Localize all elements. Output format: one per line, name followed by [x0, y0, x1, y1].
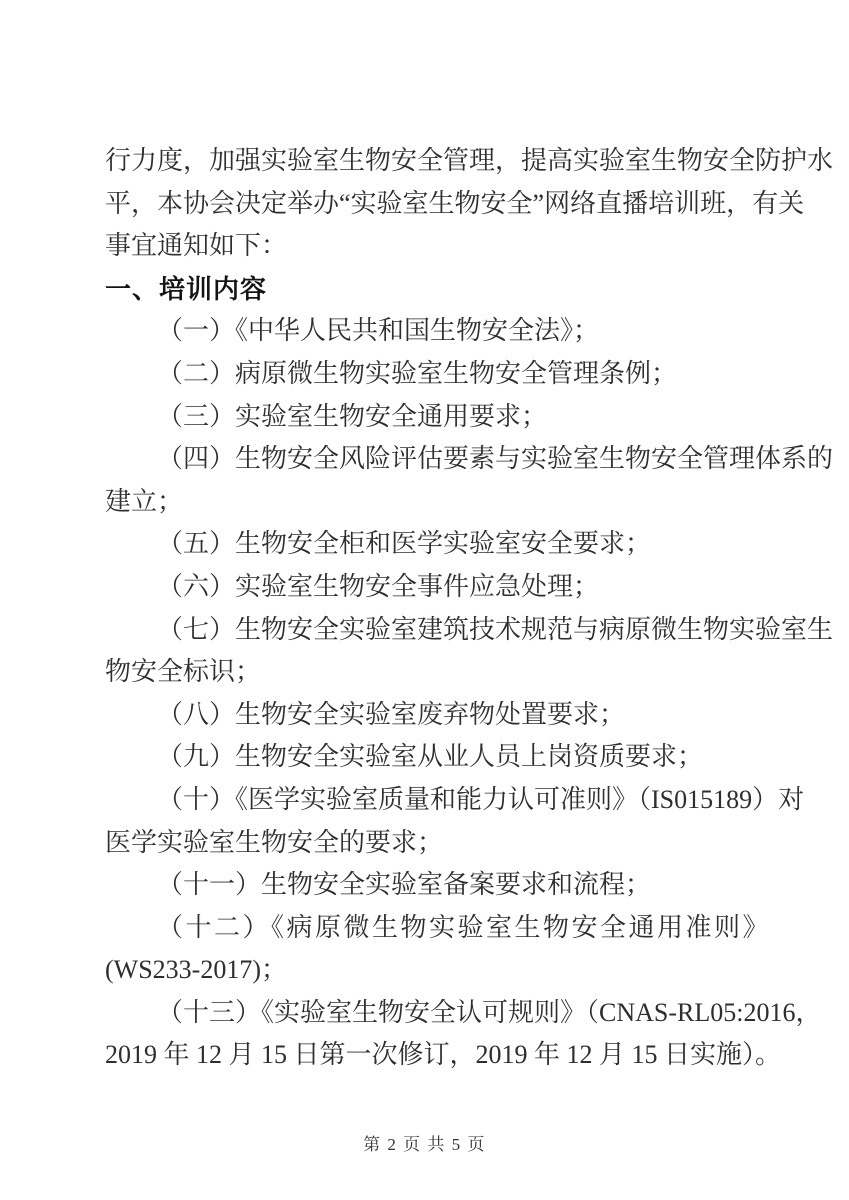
list-item-4-line-2: 建立； — [105, 486, 184, 516]
list-item-13-line-2: 2019 年 12 月 15 日第一次修订，2019 年 12 月 15 日实施）。 — [105, 1040, 782, 1070]
list-item-13-line-1: （十三）《实验室生物安全认可规则》（CNAS-RL05:2016， — [157, 997, 822, 1027]
intro-paragraph-line-1: 行力度，加强实验室生物安全管理，提高实验室生物安全防护水 — [105, 146, 834, 175]
list-item-10-line-2: 医学实验室生物安全的要求； — [105, 827, 444, 857]
list-item-3: （三）实验室生物安全通用要求； — [157, 401, 548, 431]
list-item-12-line-1: （十二）《病原微生物实验室生物安全通用准则》 — [157, 912, 772, 942]
list-item-1: （一）《中华人民共和国生物安全法》； — [157, 316, 600, 346]
list-item-8: （八）生物安全实验室废弃物处置要求； — [157, 699, 626, 729]
list-item-9: （九）生物安全实验室从业人员上岗资质要求； — [157, 742, 704, 772]
list-item-6: （六）实验室生物安全事件应急处理； — [157, 571, 600, 601]
list-item-11: （十一）生物安全实验室备案要求和流程； — [157, 870, 652, 900]
heading-training-content: 一、培训内容 — [105, 273, 268, 304]
list-item-5: （五）生物安全柜和医学实验室安全要求； — [157, 529, 652, 559]
list-item-10-line-1: （十）《医学实验室质量和能力认可准则》（IS015189）对 — [157, 784, 805, 814]
page-body — [105, 140, 834, 1077]
intro-paragraph-line-2: 平，本协会决定举办“实验室生物安全”网络直播培训班，有关 — [105, 188, 805, 218]
intro-paragraph-line-3: 事宜通知如下： — [105, 231, 288, 261]
list-item-2: （二）病原微生物实验室生物安全管理条例； — [157, 358, 678, 388]
list-item-12-line-2: (WS233-2017)； — [105, 955, 287, 985]
list-item-7-line-1: （七）生物安全实验室建筑技术规范与病原微生物实验室生 — [157, 614, 834, 644]
list-item-7-line-2: 物安全标识； — [105, 657, 262, 687]
list-item-4-line-1: （四）生物安全风险评估要素与实验室生物安全管理体系的 — [157, 444, 834, 474]
page-footer: 第 2 页 共 5 页 — [363, 1135, 486, 1154]
